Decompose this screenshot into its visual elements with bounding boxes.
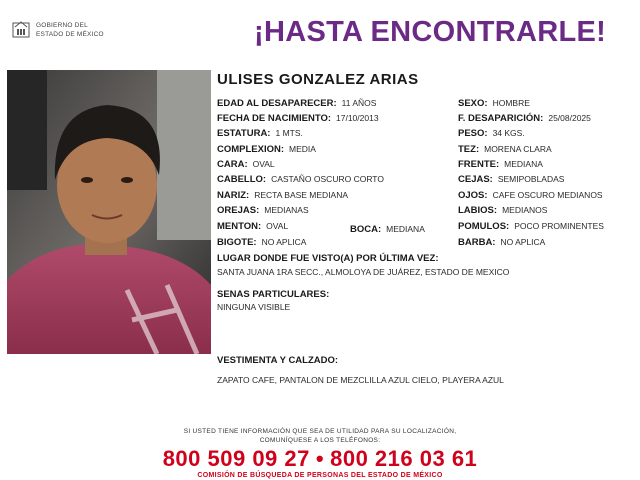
field-label: TEZ: [458, 144, 480, 155]
field-labios [458, 203, 547, 217]
field-value: MEDIANOS [502, 205, 548, 215]
person-name: ULISES GONZALEZ ARIAS [217, 71, 419, 88]
phone-number-2[interactable]: 800 216 03 61 [330, 446, 478, 471]
state-coat-of-arms-icon [12, 20, 30, 38]
field-value: OVAL [252, 159, 275, 169]
field-value: 17/10/2013 [336, 113, 379, 123]
contact-info-line2: COMUNÍQUESE A LOS TELÉFONOS: [259, 437, 381, 444]
field-label: COMPLEXION: [217, 144, 285, 155]
gov-name-line1: GOBIERNO DEL [36, 22, 88, 29]
field-cejas [458, 172, 564, 186]
field-value: MORENA CLARA [484, 144, 552, 154]
headline: ¡HASTA ENCONTRARLE! [254, 16, 607, 48]
field-boca [350, 222, 425, 236]
field-value: MEDIA [289, 144, 316, 154]
field-label: OREJAS: [217, 205, 260, 216]
field-label: FRENTE: [458, 159, 500, 170]
field-desaparicion [458, 111, 591, 125]
clothing-value: ZAPATO CAFE, PANTALON DE MEZCLILLA AZUL CIELO, PLAYERA AZUL [217, 375, 504, 385]
contact-info-line1: SI USTED TIENE INFORMACIÓN QUE SEA DE UTILIDAD PARA SU LOCALIZACIÓN, [183, 428, 457, 435]
field-nariz [217, 188, 348, 202]
field-cabello [217, 172, 384, 186]
field-peso [458, 126, 525, 140]
field-value: POCO PROMINENTES [514, 221, 604, 231]
field-sexo [458, 96, 530, 110]
field-label: LABIOS: [458, 205, 498, 216]
clothing-label: VESTIMENTA Y CALZADO: [217, 355, 339, 366]
field-pomulos [458, 219, 604, 233]
field-tez [458, 142, 552, 156]
field-frente [458, 157, 543, 171]
field-label: SEXO: [458, 98, 488, 109]
last-seen-value: SANTA JUANA 1RA SECC., ALMOLOYA DE JUÁREZ, ESTADO DE MEXICO [217, 267, 510, 277]
field-label: NARIZ: [217, 190, 250, 201]
field-label: CABELLO: [217, 174, 267, 185]
distinguishing-marks-value: NINGUNA VISIBLE [217, 302, 291, 312]
field-label: CARA: [217, 159, 248, 170]
field-value: MEDIANA [386, 224, 425, 234]
field-edad [217, 96, 376, 110]
field-label: F. DESAPARICIÓN: [458, 113, 544, 124]
field-label: MENTON: [217, 221, 262, 232]
field-value: 11 AÑOS [341, 98, 377, 108]
field-label: POMULOS: [458, 221, 510, 232]
last-seen-label: LUGAR DONDE FUE VISTO(A) POR ÚLTIMA VEZ: [217, 253, 439, 264]
field-label: ESTATURA: [217, 128, 271, 139]
field-label: OJOS: [458, 190, 488, 201]
field-bigote [217, 235, 306, 249]
field-value: 34 KGS. [492, 128, 525, 138]
field-label: BOCA: [350, 224, 382, 235]
field-complexion [217, 142, 316, 156]
field-value: OVAL [266, 221, 289, 231]
field-estatura [217, 126, 303, 140]
field-label: FECHA DE NACIMIENTO: [217, 113, 331, 124]
gov-name-line2: ESTADO DE MÉXICO [36, 31, 104, 38]
field-barba [458, 235, 545, 249]
field-label: CEJAS: [458, 174, 493, 185]
field-ojos [458, 188, 603, 202]
field-value: HOMBRE [492, 98, 530, 108]
field-value: 25/08/2025 [548, 113, 591, 123]
field-cara [217, 157, 275, 171]
field-value: RECTA BASE MEDIANA [254, 190, 349, 200]
phone-numbers [0, 446, 640, 472]
field-label: EDAD AL DESAPARECER: [217, 98, 337, 109]
bullet-dot-icon: • [315, 446, 325, 471]
field-value: MEDIANAS [264, 205, 309, 215]
field-orejas [217, 203, 309, 217]
commission-name: COMISIÓN DE BÚSQUEDA DE PERSONAS DEL ESTADO DE MÉXICO [197, 472, 443, 479]
field-value: CASTAÑO OSCURO CORTO [271, 174, 384, 184]
field-label: BARBA: [458, 237, 496, 248]
field-nacimiento [217, 111, 379, 125]
phone-number-1[interactable]: 800 509 09 27 [162, 446, 310, 471]
field-label: PESO: [458, 128, 488, 139]
field-value: SEMIPOBLADAS [497, 174, 565, 184]
field-menton [217, 219, 288, 233]
field-value: 1 MTS. [275, 128, 303, 138]
field-value: NO APLICA [500, 237, 546, 247]
field-value: NO APLICA [261, 237, 307, 247]
distinguishing-marks-label: SENAS PARTICULARES: [217, 289, 330, 300]
field-value: MEDIANA [504, 159, 543, 169]
missing-person-photo [7, 70, 211, 354]
field-label: BIGOTE: [217, 237, 257, 248]
field-value: CAFE OSCURO MEDIANOS [492, 190, 603, 200]
